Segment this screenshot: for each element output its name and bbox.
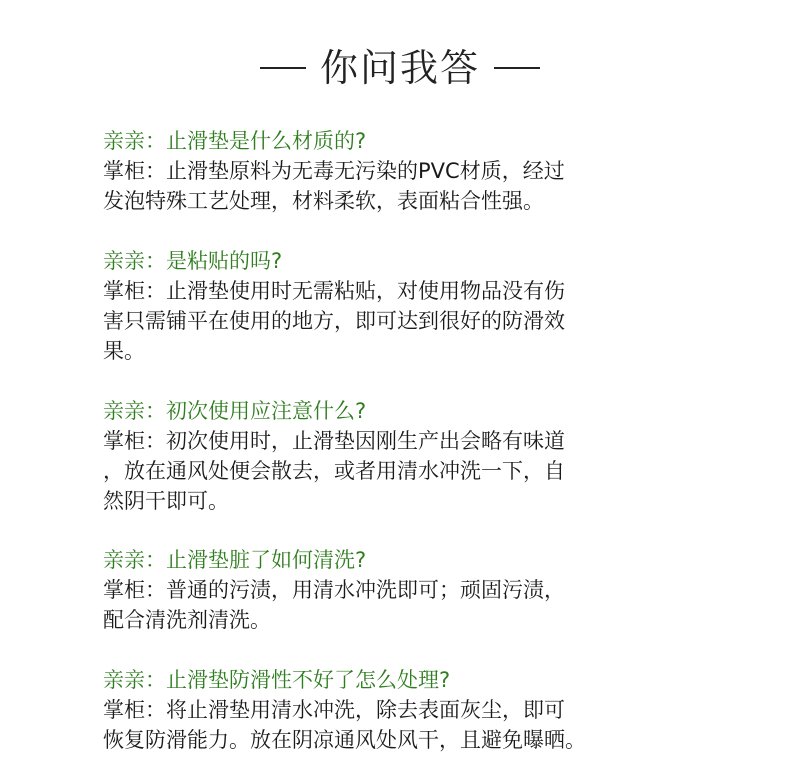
answer-3 xyxy=(103,426,663,516)
qa-item-4 xyxy=(103,545,663,635)
question-4: 亲亲：止滑垫脏了如何清洗? xyxy=(103,548,367,572)
answer-line: 掌柜：普通的污渍，用清水冲洗即可；顽固污渍， xyxy=(103,578,565,602)
header-left-rule xyxy=(260,67,306,69)
question-5: 亲亲：止滑垫防滑性不好了怎么处理? xyxy=(103,668,451,692)
question-1: 亲亲：止滑垫是什么材质的? xyxy=(103,129,367,153)
qa-item-2 xyxy=(103,246,663,366)
answer-1 xyxy=(103,156,663,216)
page-title: 你问我答 xyxy=(319,46,480,90)
answer-line: 配合清洗剂清洗。 xyxy=(103,608,271,632)
page-header xyxy=(0,40,800,96)
answer-2 xyxy=(103,276,663,366)
answer-4 xyxy=(103,575,663,635)
answer-line: 发泡特殊工艺处理，材料柔软，表面粘合性强。 xyxy=(103,189,544,213)
answer-line: 掌柜：止滑垫原料为无毒无污染的PVC材质，经过 xyxy=(103,159,565,183)
question-3: 亲亲：初次使用应注意什么? xyxy=(103,399,367,423)
answer-line: 果。 xyxy=(103,339,145,363)
answer-line: 恢复防滑能力。放在阴凉通风处风干，且避免曝晒。 xyxy=(103,728,586,752)
answer-line: 害只需铺平在使用的地方，即可达到很好的防滑效 xyxy=(103,309,565,333)
answer-line: ，放在通风处便会散去，或者用清水冲洗一下，自 xyxy=(103,459,565,483)
qa-item-1 xyxy=(103,126,663,216)
answer-line: 然阴干即可。 xyxy=(103,489,229,513)
answer-line: 掌柜：将止滑垫用清水冲洗，除去表面灰尘，即可 xyxy=(103,698,565,722)
answer-line: 掌柜：止滑垫使用时无需粘贴，对使用物品没有伤 xyxy=(103,279,565,303)
header-right-rule xyxy=(494,67,540,69)
answer-line: 掌柜：初次使用时，止滑垫因刚生产出会略有味道 xyxy=(103,429,565,453)
question-2: 亲亲：是粘贴的吗? xyxy=(103,249,283,273)
qa-item-5 xyxy=(103,665,663,755)
answer-5 xyxy=(103,695,663,755)
qa-item-3 xyxy=(103,396,663,516)
